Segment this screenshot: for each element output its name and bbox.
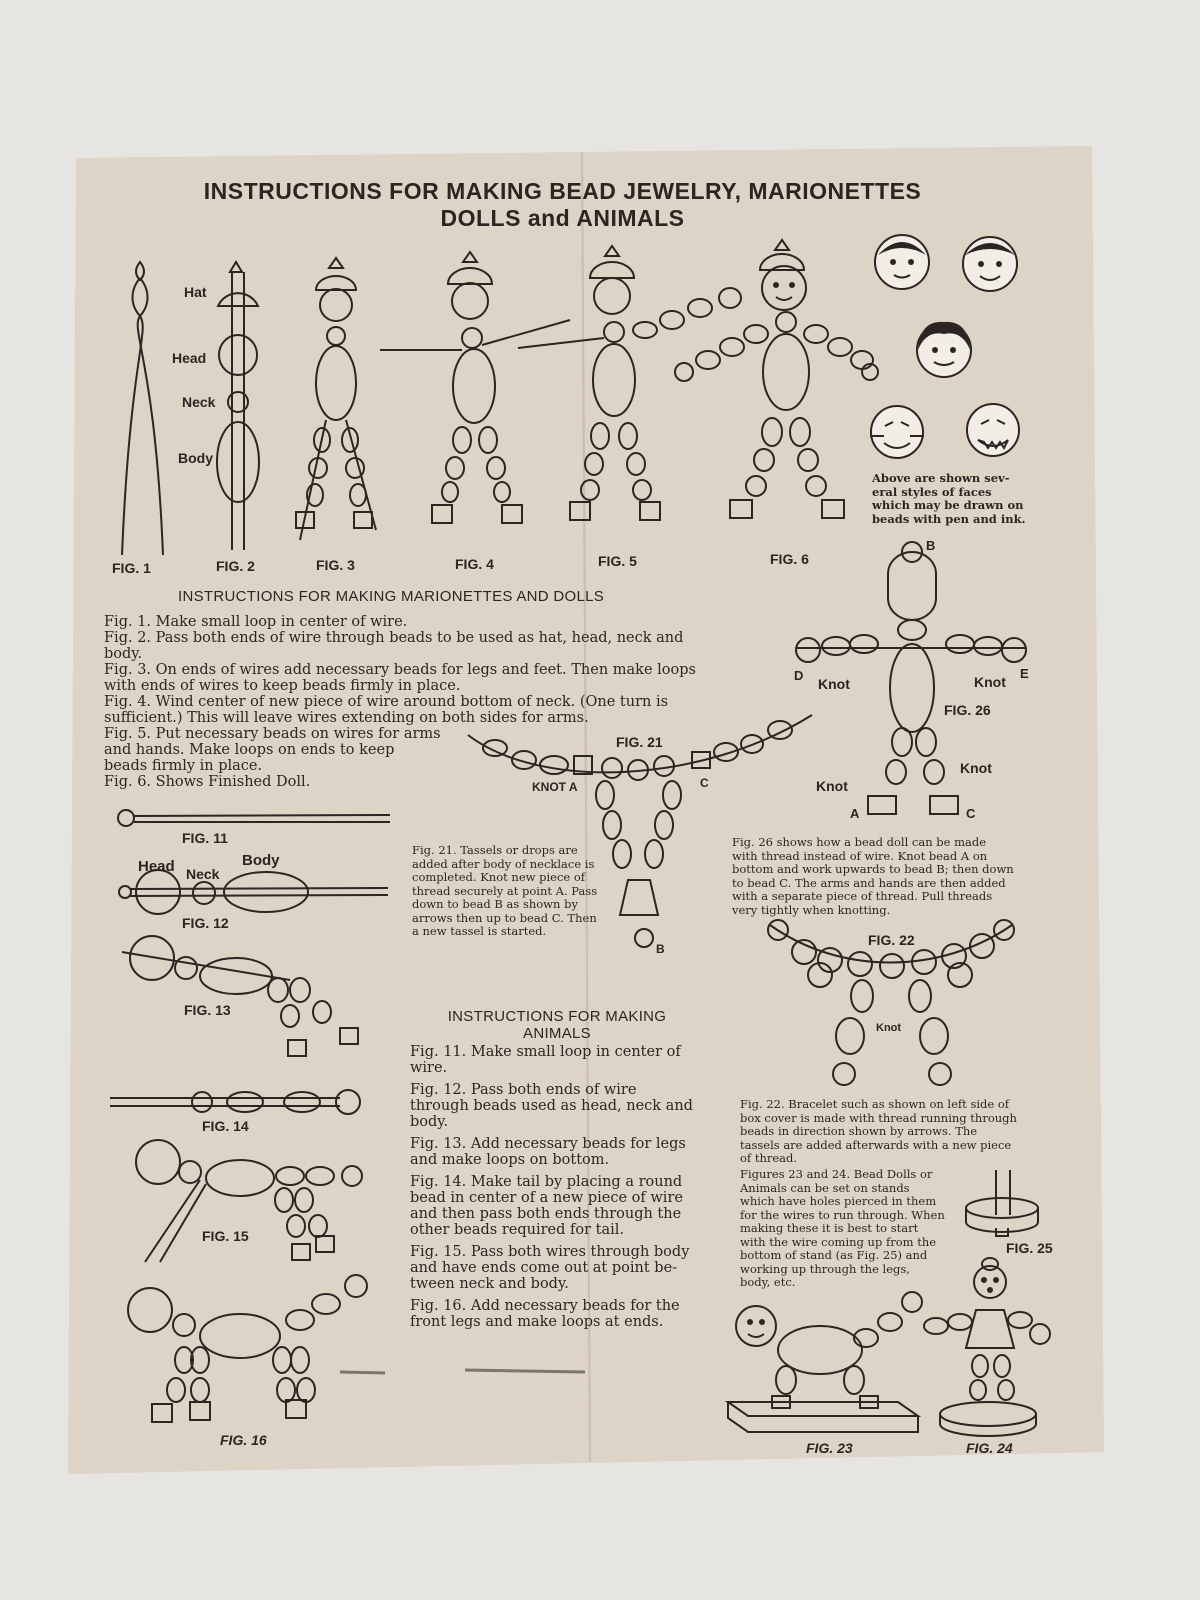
title-line-2: DOLLS and ANIMALS <box>440 205 685 231</box>
caption-line: tassels are added afterwards with a new piece <box>740 1137 1012 1152</box>
page-title <box>140 178 985 232</box>
instruction-line: and have ends come out at point be- <box>410 1260 678 1276</box>
fig23-label: FIG. 23 <box>806 1440 853 1456</box>
instruction-line: Fig. 14. Make tail by placing a round <box>410 1174 683 1190</box>
fig26-label: FIG. 26 <box>944 702 991 718</box>
instruction-line: and then pass both ends through the <box>410 1206 682 1222</box>
instruction-line: Fig. 1. Make small loop in center of wire. <box>104 614 408 630</box>
instruction-line: front legs and make loops at ends. <box>410 1314 664 1330</box>
fig22-label: FIG. 22 <box>868 932 915 948</box>
fig22-knot: Knot <box>876 1022 902 1034</box>
fig2-body-label: Body <box>178 450 213 466</box>
caption-line: which have holes pierced in them <box>740 1194 937 1208</box>
instruction-line: Fig. 13. Add necessary beads for legs <box>410 1136 686 1152</box>
fig2-head-label: Head <box>172 350 207 366</box>
caption-line: completed. Knot new piece of <box>412 870 586 884</box>
instruction-line: Fig. 12. Pass both ends of wire <box>410 1082 637 1098</box>
fig2-neck-label: Neck <box>182 394 216 410</box>
caption-line: bottom and work upwards to bead B; then down <box>732 862 1014 876</box>
caption-line: of thread. <box>740 1151 798 1165</box>
instruction-line: and hands. Make loops on ends to keep <box>104 742 395 758</box>
fig3-label: FIG. 3 <box>316 557 355 573</box>
fig26-knot-lower-right: Knot <box>960 760 992 776</box>
fig14-label: FIG. 14 <box>202 1118 249 1134</box>
heading-line: ANIMALS <box>523 1025 591 1042</box>
instruction-paragraph <box>410 1174 710 1238</box>
caption-line: bottom of stand (as Fig. 25) and <box>740 1248 928 1262</box>
staple <box>340 1372 385 1373</box>
fig22-caption <box>740 1098 1040 1166</box>
marionettes-instructions <box>104 614 724 790</box>
instruction-line: bead in center of a new piece of wire <box>410 1190 683 1206</box>
fig6-label: FIG. 6 <box>770 551 809 567</box>
caption-line: Fig. 21. Tassels or drops are <box>412 843 578 857</box>
fig26-d: D <box>794 668 804 683</box>
caption-line: to bead C. The arms and hands are then added <box>732 875 1006 890</box>
fig1-label: FIG. 1 <box>112 560 151 576</box>
caption-line: box cover is made with thread running through <box>740 1110 1017 1125</box>
fig21-b: B <box>656 942 665 956</box>
caption-line: body, etc. <box>740 1275 796 1289</box>
fig13-label: FIG. 13 <box>184 1002 231 1018</box>
instruction-line: Fig. 3. On ends of wires add necessary beads for legs and feet. Then make loops <box>104 662 696 678</box>
fig12-neck-label: Neck <box>186 866 220 882</box>
caption-line: Fig. 22. Bracelet such as shown on left side of <box>740 1097 1010 1111</box>
instruction-paragraph <box>410 1044 710 1076</box>
fig26-e: E <box>1020 666 1029 681</box>
caption-line: with the wire coming up from the <box>740 1234 937 1249</box>
fig26-c: C <box>966 806 976 821</box>
caption-line: with a separate piece of thread. Pull threads <box>732 889 993 903</box>
fig2-hat-label: Hat <box>184 284 207 300</box>
caption-line: thread securely at point A. Pass <box>412 883 598 898</box>
instruction-line: Fig. 15. Pass both wires through body <box>410 1244 690 1260</box>
instruction-line: sufficient.) This will leave wires extending on both sides for arms. <box>104 710 589 726</box>
fig21-c: C <box>700 776 709 790</box>
caption-line: for the wires to run through. When <box>740 1207 945 1222</box>
caption-line: eral styles of faces <box>872 484 992 499</box>
fig26-knot-left: Knot <box>818 676 850 692</box>
fig25-label: FIG. 25 <box>1006 1240 1053 1256</box>
caption-line: with thread instead of wire. Knot bead A on <box>732 848 988 863</box>
caption-line: working up through the legs, <box>740 1261 910 1276</box>
fig2-label: FIG. 2 <box>216 558 255 574</box>
caption-line: Above are shown sev- <box>872 471 1010 485</box>
animals-instructions <box>410 1044 710 1330</box>
caption-line: down to bead B as shown by <box>412 897 578 911</box>
fig26-b: B <box>926 538 936 553</box>
fig11-label: FIG. 11 <box>182 830 228 846</box>
instruction-line: Fig. 11. Make small loop in center of <box>410 1044 681 1060</box>
instruction-paragraph <box>410 1298 710 1330</box>
instruction-line: through beads used as head, neck and <box>410 1098 693 1114</box>
caption-line: Fig. 26 shows how a bead doll can be made <box>732 835 987 849</box>
fig4-label: FIG. 4 <box>455 556 494 572</box>
fig12-label: FIG. 12 <box>182 915 229 931</box>
instruction-line: other beads required for tail. <box>410 1222 625 1238</box>
face-icon <box>871 406 923 458</box>
title-line-1: INSTRUCTIONS FOR MAKING BEAD JEWELRY, MARIONETTES <box>203 178 922 204</box>
instruction-line: Fig. 5. Put necessary beads on wires for arms <box>104 726 441 742</box>
instruction-line: Fig. 2. Pass both ends of wire through beads to be used as hat, head, neck and <box>104 630 684 646</box>
caption-line: added after body of necklace is <box>412 856 595 871</box>
caption-line: beads in direction shown by arrows. The <box>740 1124 978 1138</box>
fig26-knot-lower-left: Knot <box>816 778 848 794</box>
caption-line: Animals can be set on stands <box>740 1180 910 1195</box>
animals-heading <box>432 1008 682 1042</box>
faces-caption <box>872 472 1042 526</box>
instruction-line: beads firmly in place. <box>104 758 263 774</box>
fig24-label: FIG. 24 <box>966 1440 1013 1456</box>
caption-line: Figures 23 and 24. Bead Dolls or <box>740 1167 933 1181</box>
fig15-label: FIG. 15 <box>202 1228 249 1244</box>
fig12-head-label: Head <box>138 858 175 875</box>
marionettes-heading: INSTRUCTIONS FOR MAKING MARIONETTES AND DOLLS <box>178 588 605 605</box>
fig16-label: FIG. 16 <box>220 1432 267 1448</box>
fig26-a: A <box>850 806 860 821</box>
fig12-body-label: Body <box>242 852 280 869</box>
caption-line: a new tassel is started. <box>412 924 547 938</box>
fig21-knot-a: KNOT A <box>532 780 578 794</box>
instruction-line: Fig. 6. Shows Finished Doll. <box>104 774 311 790</box>
instruction-line: and make loops on bottom. <box>410 1152 610 1168</box>
instruction-paragraph <box>410 1082 710 1130</box>
caption-line: very tightly when knotting. <box>732 902 891 917</box>
fig26-knot-right: Knot <box>974 674 1006 690</box>
caption-line: arrows then up to bead C. Then <box>412 910 597 925</box>
face-icon <box>967 404 1019 456</box>
instruction-line: Fig. 4. Wind center of new piece of wire around bottom of neck. (One turn is <box>104 694 669 710</box>
caption-line: beads with pen and ink. <box>872 511 1026 526</box>
caption-line: which may be drawn on <box>872 498 1024 512</box>
instruction-line: tween neck and body. <box>410 1276 569 1292</box>
fig26-caption <box>732 836 1032 917</box>
caption-line: making these it is best to start <box>740 1221 919 1235</box>
instruction-line: body. <box>104 646 143 662</box>
fig5-label: FIG. 5 <box>598 553 637 569</box>
instruction-line: body. <box>410 1114 449 1130</box>
fig21-label: FIG. 21 <box>616 734 663 750</box>
instruction-line: with ends of wires to keep beads firmly in place. <box>104 678 461 694</box>
instruction-paragraph <box>410 1136 710 1168</box>
fig21-caption <box>412 844 612 939</box>
instruction-paragraph <box>410 1244 710 1292</box>
stands-caption <box>740 1168 960 1290</box>
instruction-line: wire. <box>410 1060 448 1076</box>
instruction-line: Fig. 16. Add necessary beads for the <box>410 1298 680 1314</box>
staple <box>465 1370 585 1372</box>
heading-line: INSTRUCTIONS FOR MAKING <box>447 1008 667 1025</box>
